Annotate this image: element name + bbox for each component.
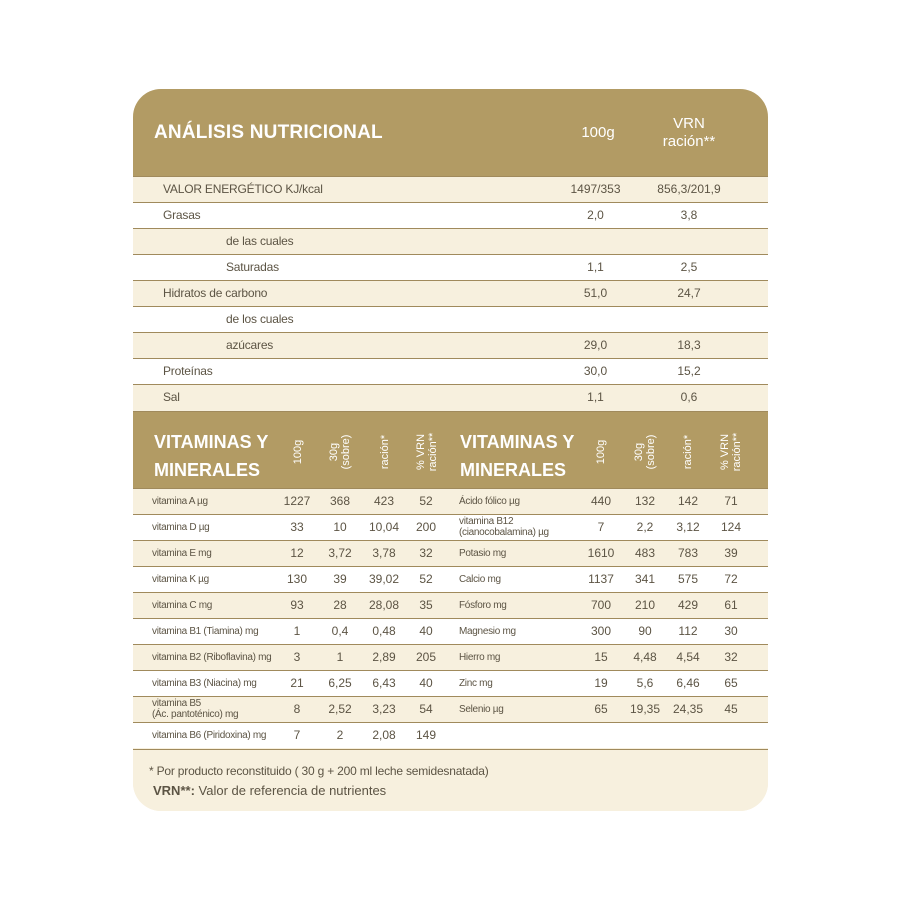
value-vrn: 61 [724,598,738,612]
value-racion: 10,04 [368,520,400,534]
value-30g: 1 [336,650,344,664]
value-30g: 3,72 [328,546,352,560]
value-racion: 423 [373,494,395,508]
value-racion: 39,02 [368,572,400,586]
value-30g: 4,48 [633,650,657,664]
vitamin-name-right: Ácido fólico µg [459,496,520,507]
vitamins-title-left: VITAMINAS Y MINERALES [154,432,269,480]
nutrient-label: azúcares [226,338,274,352]
value-vrn-racion: 15,2 [677,364,701,378]
value-100g: 15 [594,650,608,664]
value-vrn: 30 [724,624,738,638]
footnotes [133,749,768,811]
value-vrn-racion: 856,3/201,9 [657,182,721,196]
value-racion: 783 [677,546,699,560]
vit-left-col-100g: 100g [292,439,304,465]
value-racion: 3,78 [372,546,396,560]
value-100g: 1 [293,624,301,638]
nutrition-row [133,306,768,332]
value-vrn: 40 [419,624,433,638]
value-racion: 2,89 [372,650,396,664]
footnote-reconstituted: * Por producto reconstituido ( 30 g + 200 ml leche semidesnatada) [149,764,489,778]
value-vrn: 72 [724,572,738,586]
value-racion: 575 [677,572,699,586]
value-100g: 1610 [587,546,615,560]
vitamins-title-right: VITAMINAS Y MINERALES [460,432,575,480]
vit-left-col-racion: ración* [379,434,391,470]
vitamin-row [133,670,768,696]
value-racion: 6,46 [676,676,700,690]
value-vrn-racion: 2,5 [680,260,698,274]
value-100g: 51,0 [583,286,608,300]
vitamin-name-right: Magnesio mg [459,626,516,637]
value-100g: 2,0 [587,208,604,222]
value-100g: 19 [594,676,608,690]
value-30g: 483 [634,546,656,560]
value-100g: 12 [290,546,304,560]
nutrition-panel [133,89,768,811]
value-100g: 65 [594,702,608,716]
col-header-vrn-line2: ración** [662,133,716,150]
value-100g: 8 [293,702,301,716]
vitamin-name-left: vitamina D µg [152,522,210,533]
vitamin-row [133,644,768,670]
value-vrn: 65 [724,676,738,690]
nutrition-row [133,202,768,228]
nutrient-label: Sal [163,390,180,404]
value-30g: 39 [333,572,347,586]
vitamin-name-right: Zinc mg [459,678,493,689]
nutrition-row [133,384,768,410]
value-100g: 7 [293,728,301,742]
vitamin-name-right: Calcio mg [459,574,501,585]
value-vrn: 149 [415,728,437,742]
vitamin-row [133,618,768,644]
value-vrn: 32 [419,546,433,560]
value-racion: 3,12 [676,520,700,534]
vit-right-col-vrn: % VRN ración** [719,432,743,472]
nutrition-row [133,254,768,280]
vitamin-name-left: vitamina E mg [152,548,212,559]
vitamin-row [133,540,768,566]
value-30g: 2,52 [328,702,352,716]
vitamin-row [133,696,768,722]
value-vrn: 35 [419,598,433,612]
vit-left-col-30g: 30g (sobre) [328,434,352,470]
value-vrn: 71 [724,494,738,508]
vitamin-row [133,514,768,540]
value-vrn-racion: 0,6 [680,390,698,404]
nutrition-row [133,332,768,358]
vitamin-row [133,566,768,592]
col-header-100g: 100g [581,124,615,141]
nutrient-label: Hidratos de carbono [163,286,268,300]
value-racion: 4,54 [676,650,700,664]
value-30g: 2,2 [636,520,654,534]
value-30g: 341 [634,572,656,586]
value-100g: 3 [293,650,301,664]
value-30g: 90 [638,624,652,638]
nutrition-row [133,280,768,306]
value-100g: 1497/353 [570,182,621,196]
value-100g: 700 [590,598,612,612]
value-racion: 429 [677,598,699,612]
vitamin-name-left: vitamina B5 (Ác. pantoténico) mg [152,698,239,720]
nutrient-label: de los cuales [226,312,294,326]
value-30g: 368 [329,494,351,508]
value-30g: 19,35 [629,702,661,716]
vitamin-name-right: Selenio µg [459,704,504,715]
value-vrn: 45 [724,702,738,716]
value-vrn-racion: 18,3 [677,338,701,352]
value-vrn: 40 [419,676,433,690]
value-racion: 6,43 [372,676,396,690]
value-racion: 24,35 [672,702,704,716]
value-100g: 93 [290,598,304,612]
vitamin-name-left: vitamina B6 (Piridoxina) mg [152,730,267,741]
value-vrn: 39 [724,546,738,560]
vitamins-header [133,411,768,489]
value-vrn: 205 [415,650,437,664]
vitamin-name-left: vitamina A µg [152,496,208,507]
value-100g: 1137 [588,572,614,586]
value-100g: 29,0 [583,338,608,352]
vit-right-col-100g: 100g [595,439,607,465]
value-100g: 7 [597,520,605,534]
vitamin-name-left: vitamina B2 (Riboflavina) mg [152,652,272,663]
value-vrn-racion: 24,7 [677,286,701,300]
nutrition-row [133,228,768,254]
nutrition-row [133,176,768,202]
value-100g: 130 [286,572,308,586]
nutrient-label: VALOR ENERGÉTICO KJ/kcal [163,182,323,196]
nutrition-row [133,358,768,384]
value-racion: 2,08 [372,728,396,742]
footnote-vrn: VRN**: Valor de referencia de nutrientes [153,783,387,798]
value-30g: 28 [333,598,347,612]
value-100g: 1,1 [587,260,604,274]
value-100g: 300 [590,624,612,638]
nutrient-label: Saturadas [226,260,279,274]
value-30g: 132 [634,494,656,508]
nutrient-label: de las cuales [226,234,294,248]
nutrition-header [133,89,768,176]
value-racion: 112 [678,624,698,638]
vitamin-name-left: vitamina C mg [152,600,213,611]
value-30g: 210 [634,598,656,612]
value-100g: 33 [290,520,304,534]
nutrition-title: ANÁLISIS NUTRICIONAL [154,122,383,143]
value-100g: 1,1 [587,390,604,404]
vitamin-row [133,722,768,748]
value-racion: 142 [677,494,699,508]
vit-right-col-30g: 30g (sobre) [633,434,657,470]
vit-right-col-racion: ración* [682,434,694,470]
value-30g: 5,6 [636,676,654,690]
vit-left-col-vrn: % VRN ración** [415,432,439,472]
value-vrn: 124 [720,520,742,534]
vitamin-name-left: vitamina B3 (Niacina) mg [152,678,257,689]
value-100g: 30,0 [583,364,608,378]
value-vrn: 32 [724,650,738,664]
value-100g: 440 [590,494,612,508]
value-30g: 0,4 [331,624,349,638]
vitamin-row [133,488,768,514]
value-30g: 10 [333,520,347,534]
vitamin-name-right: vitamina B12 (cianocobalamina) µg [459,516,549,538]
vitamin-name-left: vitamina K µg [152,574,209,585]
value-100g: 1227 [283,494,311,508]
value-vrn-racion: 3,8 [680,208,698,222]
nutrient-label: Grasas [163,208,201,222]
value-30g: 6,25 [328,676,352,690]
vitamin-name-right: Fósforo mg [459,600,507,611]
nutrient-label: Proteínas [163,364,213,378]
value-vrn: 52 [419,494,433,508]
value-100g: 21 [290,676,304,690]
value-30g: 2 [336,728,344,742]
value-racion: 3,23 [372,702,396,716]
value-vrn: 200 [415,520,437,534]
value-racion: 28,08 [368,598,400,612]
value-racion: 0,48 [372,624,396,638]
value-vrn: 52 [419,572,433,586]
vitamin-row [133,592,768,618]
vitamin-name-right: Potasio mg [459,548,507,559]
col-header-vrn-line1: VRN [673,115,705,132]
col-header-vrn [645,115,733,151]
vitamin-name-right: Hierro mg [459,652,501,663]
vitamin-name-left: vitamina B1 (Tiamina) mg [152,626,259,637]
value-vrn: 54 [419,702,433,716]
